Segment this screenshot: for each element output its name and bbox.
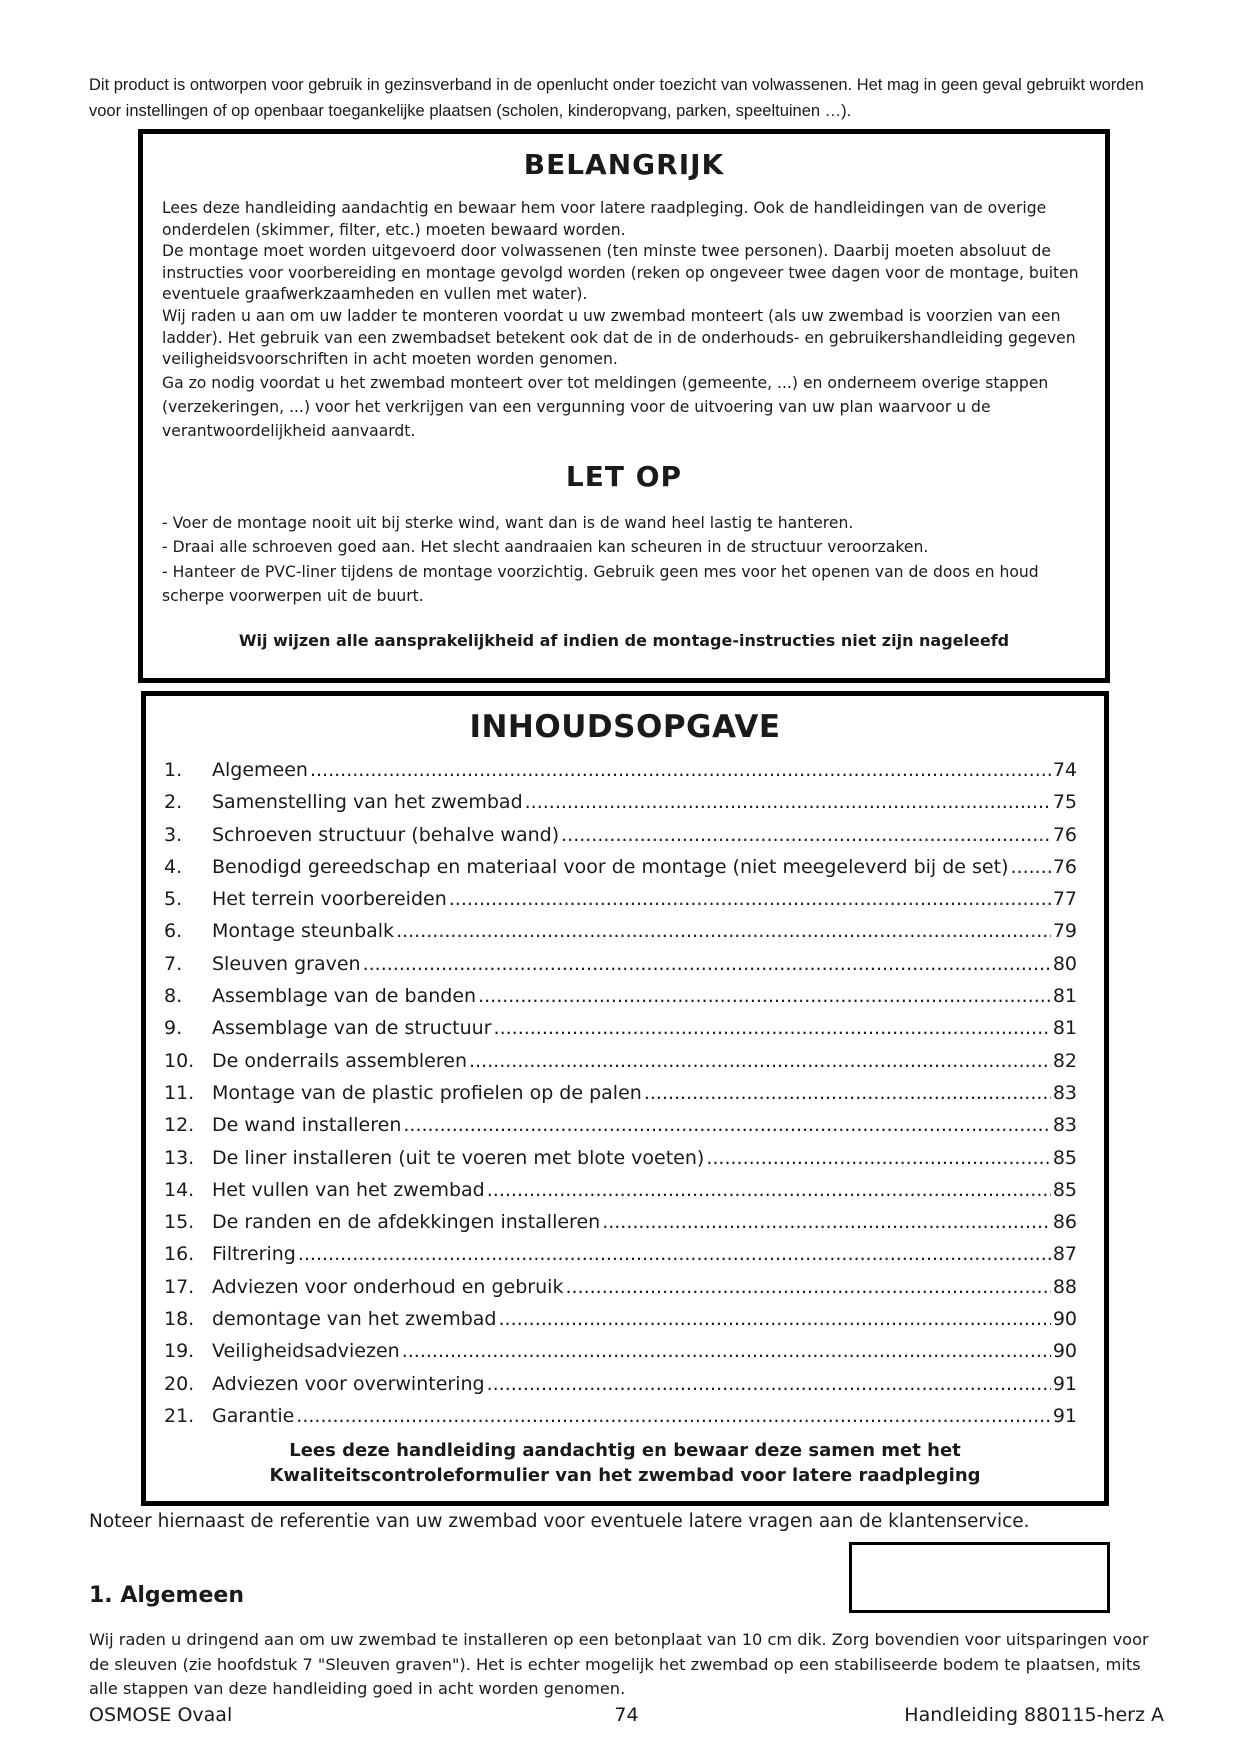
- toc-dot-leader: [494, 1012, 1051, 1044]
- toc-entry-number: 12.: [164, 1114, 195, 1137]
- toc-entry: [164, 1238, 1077, 1270]
- toc-entry: [164, 1368, 1077, 1400]
- toc-entry-number: 5.: [164, 888, 183, 911]
- toc-dot-leader: [525, 786, 1051, 818]
- footer-product: OSMOSE Ovaal: [89, 1704, 233, 1726]
- toc-dot-leader: [449, 883, 1051, 915]
- toc-entry: [164, 1174, 1077, 1206]
- toc-entry-title: Sleuven graven: [212, 952, 361, 975]
- section-body: Wij raden u dringend aan om uw zwembad te installeren op een betonplaat van 10 cm dik. Zorg bovendien voor uitsparingen voor de sleuven (zie hoofdstuk 7 "Sleuven graven"). Het is echter mogelijk het zwembad op een stabiliseerde bodem te plaatsen, mits alle stappen van deze handleiding goed in acht worden genomen.: [89, 1630, 1149, 1698]
- toc-dot-leader: [478, 980, 1051, 1012]
- important-notice-box: [138, 129, 1110, 683]
- toc-entry-page: 91: [1052, 1404, 1077, 1427]
- toc-entry: [164, 1109, 1077, 1141]
- toc-title: INHOUDSOPGAVE: [469, 709, 781, 745]
- toc-entry-number: 1.: [164, 759, 183, 781]
- toc-dot-leader: [565, 1271, 1050, 1303]
- toc-entry-title: demontage van het zwembad: [212, 1308, 497, 1331]
- important-paragraph: Lees deze handleiding aandachtig en bewaar hem voor latere raadpleging. Ook de handleidingen van de overige onderdelen (skimmer, filter, etc.) moeten bewaard worden.: [162, 199, 1047, 239]
- toc-entry-page: 76: [1052, 823, 1077, 846]
- toc-entry-number: 16.: [164, 1243, 195, 1266]
- toc-entry-number: 13.: [164, 1146, 195, 1169]
- toc-entry: [164, 915, 1077, 947]
- toc-entry-number: 6.: [164, 920, 183, 943]
- toc-entry: [164, 1400, 1077, 1432]
- toc-entry: [164, 754, 1077, 786]
- toc-entry-title: Assemblage van de banden: [212, 985, 477, 1008]
- warning-list: [162, 511, 1087, 609]
- toc-entry: [164, 980, 1077, 1012]
- toc-entry: [164, 948, 1077, 980]
- liability-disclaimer: Wij wijzen alle aansprakelijkheid af indien de montage-instructies niet zijn nageleefd: [238, 630, 1010, 650]
- toc-entry-title: Samenstelling van het zwembad: [212, 791, 523, 814]
- section-heading: 1. Algemeen: [89, 1583, 244, 1608]
- toc-entry-title: Montage steunbalk: [212, 920, 395, 943]
- toc-dot-leader: [487, 1368, 1051, 1400]
- toc-entry-title: Montage van de plastic profielen op de palen: [212, 1081, 642, 1104]
- toc-entry-number: 17.: [164, 1275, 195, 1298]
- toc-entry-page: 75: [1052, 791, 1077, 814]
- toc-dot-leader: [706, 1142, 1050, 1174]
- toc-entry-page: 83: [1052, 1114, 1077, 1137]
- toc-entry-number: 9.: [164, 1017, 183, 1040]
- reference-entry-box: [849, 1542, 1110, 1613]
- reference-note: Noteer hiernaast de referentie van uw zwembad voor eventuele latere vragen aan de klantenservice.: [89, 1511, 1030, 1532]
- page-footer: [89, 1703, 1164, 1727]
- toc-entry: [164, 1045, 1077, 1077]
- toc-entry: [164, 1077, 1077, 1109]
- toc-entry-number: 14.: [164, 1178, 195, 1201]
- table-of-contents-box: [141, 691, 1109, 1506]
- closing-line: Lees deze handleiding aandachtig en bewaar deze samen met het: [289, 1440, 961, 1462]
- warning-item: - Voer de montage nooit uit bij sterke wind, want dan is de wand heel lastig te hanteren.: [162, 513, 854, 532]
- closing-line: Kwaliteitscontroleformulier van het zwembad voor latere raadpleging: [269, 1465, 981, 1487]
- toc-entry-title: Garantie: [212, 1404, 295, 1427]
- toc-entry: [164, 786, 1077, 818]
- page-number: 74: [614, 1704, 639, 1726]
- important-paragraph: Ga zo nodig voordat u het zwembad monteert over tot meldingen (gemeente, ...) en onderneem overige stappen (verzekeringen, ...) voor het verkrijgen van een vergunning voor de uitvoering van uw plan waarvoor u de verantwoordelijkheid aanvaardt.: [162, 373, 1049, 440]
- toc-dot-leader: [310, 754, 1051, 786]
- intro-text: Dit product is ontworpen voor gebruik in gezinsverband in de openlucht onder toezicht van volwassenen. Het mag in geen geval gebruikt worden voor instellingen of op openbaar toegankelijke plaatsen (scholen, kinderopvang, parken, speeltuinen …).: [89, 76, 1144, 120]
- toc-entry-number: 19.: [164, 1340, 195, 1363]
- toc-list: [164, 754, 1077, 1432]
- toc-dot-leader: [469, 1045, 1051, 1077]
- toc-entry-page: 90: [1052, 1340, 1077, 1363]
- toc-entry-page: 79: [1052, 920, 1077, 943]
- toc-dot-leader: [602, 1206, 1051, 1238]
- toc-dot-leader: [1010, 851, 1050, 883]
- toc-entry-number: 20.: [164, 1372, 195, 1395]
- toc-entry-number: 4.: [164, 855, 183, 878]
- toc-entry-page: 76: [1052, 855, 1077, 878]
- toc-dot-leader: [296, 1400, 1051, 1432]
- toc-entry-number: 2.: [164, 791, 183, 814]
- toc-dot-leader: [403, 1109, 1050, 1141]
- toc-entry-page: 81: [1052, 1017, 1077, 1040]
- important-paragraph: Wij raden u aan om uw ladder te monteren voordat u uw zwembad monteert (als uw zwembad is voorzien van een ladder). Het gebruik van een zwembadset betekent ook dat de in de onderhouds- en gebruikershandleiding gegeven veiligheidsvoorschriften in acht moeten worden genomen.: [162, 306, 1076, 369]
- warning-title: LET OP: [565, 459, 683, 493]
- toc-entry-page: 85: [1052, 1146, 1077, 1169]
- toc-entry: [164, 1335, 1077, 1367]
- toc-entry-title: De randen en de afdekkingen installeren: [212, 1211, 601, 1234]
- toc-dot-leader: [487, 1174, 1051, 1206]
- toc-entry-title: Filtrering: [212, 1243, 296, 1266]
- warning-item: - Draai alle schroeven goed aan. Het slecht aandraaien kan scheuren in de structuur veroorzaken.: [162, 538, 929, 557]
- toc-entry-page: 91: [1052, 1372, 1077, 1395]
- toc-entry-page: 87: [1052, 1243, 1077, 1266]
- important-paragraph: De montage moet worden uitgevoerd door volwassenen (ten minste twee personen). Daarbij moeten absoluut de instructies voor voorbereiding en montage gevolgd worden (reken op ongeveer twee dagen voor de montage, buiten eventuele graafwerkzaamheden en vullen met water).: [162, 242, 1079, 304]
- toc-entry-page: 88: [1052, 1275, 1077, 1298]
- toc-entry: [164, 1206, 1077, 1238]
- toc-entry-page: 86: [1052, 1211, 1077, 1234]
- important-paragraphs: [162, 198, 1087, 443]
- toc-entry-number: 7.: [164, 952, 183, 975]
- toc-entry: [164, 1012, 1077, 1044]
- toc-dot-leader: [363, 948, 1051, 980]
- toc-entry: [164, 1271, 1077, 1303]
- toc-entry: [164, 883, 1077, 915]
- toc-entry-number: 11.: [164, 1081, 195, 1104]
- toc-entry-title: Benodigd gereedschap en materiaal voor de montage (niet meegeleverd bij de set): [212, 855, 1009, 878]
- toc-entry-page: 80: [1052, 952, 1077, 975]
- toc-entry-title: Schroeven structuur (behalve wand): [212, 823, 560, 846]
- toc-dot-leader: [396, 915, 1051, 947]
- toc-entry-page: 74: [1052, 759, 1077, 781]
- toc-dot-leader: [561, 819, 1051, 851]
- toc-entry-title: Adviezen voor onderhoud en gebruik: [212, 1275, 564, 1298]
- toc-entry-title: Het terrein voorbereiden: [212, 888, 447, 911]
- toc-dot-leader: [298, 1238, 1051, 1270]
- toc-dot-leader: [644, 1077, 1051, 1109]
- toc-entry-number: 15.: [164, 1211, 195, 1234]
- warning-item: - Hanteer de PVC-liner tijdens de montage voorzichtig. Gebruik geen mes voor het openen van de doos en houd scherpe voorwerpen uit de buurt.: [162, 562, 1039, 606]
- toc-entry-number: 10.: [164, 1049, 195, 1072]
- toc-entry-page: 85: [1052, 1178, 1077, 1201]
- toc-entry-number: 21.: [164, 1404, 195, 1427]
- toc-entry-page: 77: [1052, 888, 1077, 911]
- toc-entry: [164, 1142, 1077, 1174]
- toc-entry: [164, 819, 1077, 851]
- toc-entry-title: Veiligheidsadviezen: [212, 1340, 400, 1363]
- toc-entry-title: De onderrails assembleren: [212, 1049, 467, 1072]
- toc-closing-note: [146, 1438, 1104, 1488]
- toc-entry-title: Algemeen: [212, 759, 308, 781]
- toc-entry-number: 8.: [164, 985, 183, 1008]
- toc-entry: [164, 1303, 1077, 1335]
- toc-entry-page: 83: [1052, 1081, 1077, 1104]
- toc-entry-title: De liner installeren (uit te voeren met blote voeten): [212, 1146, 705, 1169]
- toc-entry-title: Assemblage van de structuur: [212, 1017, 492, 1040]
- footer-manual-ref: Handleiding 880115-herz A: [904, 1704, 1164, 1726]
- toc-dot-leader: [498, 1303, 1050, 1335]
- toc-entry-title: Adviezen voor overwintering: [212, 1372, 485, 1395]
- toc-entry-page: 82: [1052, 1049, 1077, 1072]
- toc-entry: [164, 851, 1077, 883]
- important-title: BELANGRIJK: [523, 148, 725, 181]
- toc-entry-number: 3.: [164, 823, 183, 846]
- toc-entry-title: De wand installeren: [212, 1114, 402, 1137]
- toc-entry-title: Het vullen van het zwembad: [212, 1178, 485, 1201]
- toc-dot-leader: [402, 1335, 1051, 1367]
- toc-entry-number: 18.: [164, 1308, 195, 1331]
- toc-entry-page: 90: [1052, 1308, 1077, 1331]
- toc-entry-page: 81: [1052, 985, 1077, 1008]
